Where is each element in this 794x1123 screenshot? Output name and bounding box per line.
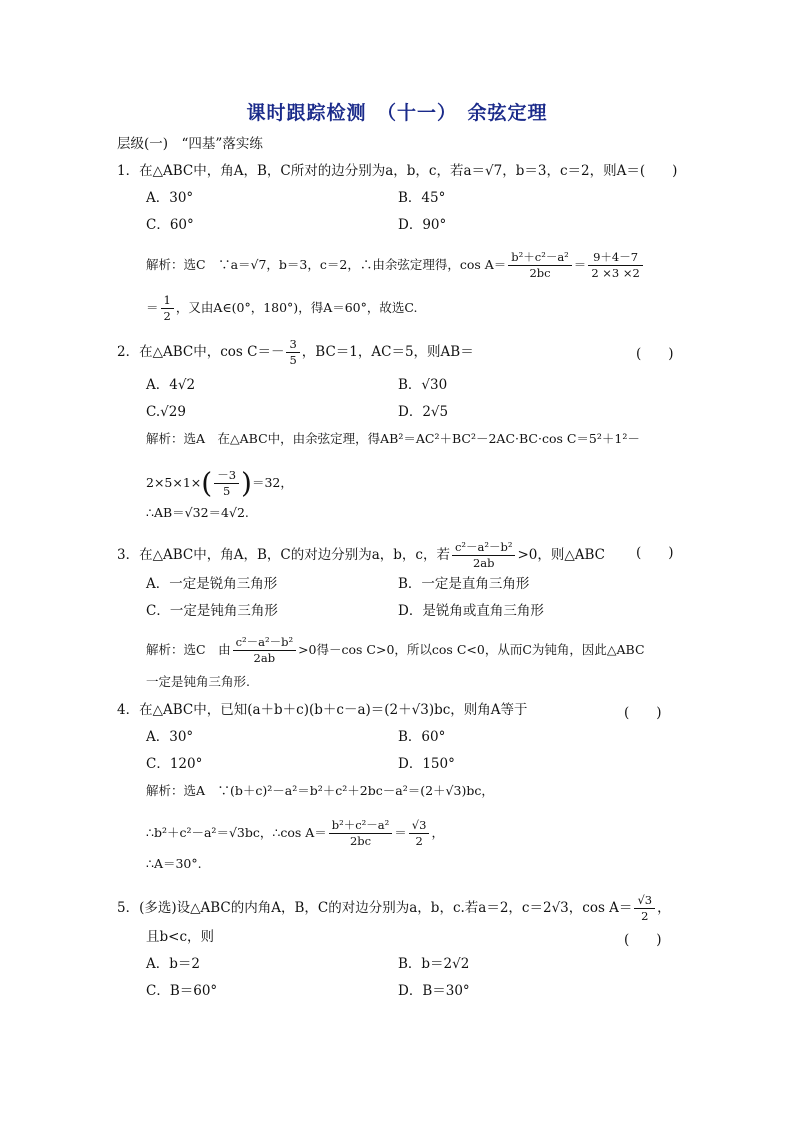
q3-option-d: D．是锐角或直角三角形 [398, 603, 544, 619]
q4-solution-line1: 解析：选A ∵(b＋c)²－a²＝b²＋c²＋2bc－a²＝(2＋√3)bc， [146, 783, 494, 798]
q5-answer-paren: ( ) [624, 932, 662, 948]
q1-fraction-1-denominator: 2bc [529, 266, 551, 280]
q2-stem-fraction-denominator: 5 [289, 353, 297, 367]
q4-option-a: A．30° [146, 729, 194, 745]
q5-option-a: A．b＝2 [146, 956, 200, 972]
q4-solution-fraction-1-denominator: 2bc [349, 834, 372, 848]
q4-solution-line2 [146, 818, 444, 849]
q4-option-c: C．120° [146, 756, 203, 772]
q1-fraction-1 [508, 250, 572, 281]
q4-solution-fraction-2-numerator: √3 [409, 818, 430, 834]
q1-option-d: D．90° [398, 217, 447, 233]
q2-option-d: D．2√5 [398, 404, 449, 420]
q5-stem-line2: 且b<c，则 [146, 929, 215, 945]
question-5-stem [117, 893, 671, 924]
q2-option-c: C.√29 [146, 404, 186, 420]
q1-fraction-3-denominator: 2 [163, 309, 171, 323]
section-heading: 层级(一) “四基”落实练 [117, 136, 263, 152]
q4-solution-fraction-1-numerator: b²＋c²－a² [329, 818, 393, 834]
q4-solution-fraction-1 [329, 818, 393, 849]
q3-solution-intro: 解析：选C 由 [146, 642, 231, 657]
question-3-stem [117, 540, 605, 571]
q1-solution-line1 [146, 250, 645, 281]
q5-stem-fraction-denominator: 2 [641, 909, 649, 923]
q2-solution-line2 [146, 468, 293, 499]
q2-solution-fraction-denominator: 5 [222, 484, 231, 498]
q4-solution-fraction-2-denominator: 2 [415, 834, 423, 848]
q3-option-c: C．一定是钝角三角形 [146, 603, 278, 619]
q2-solution-line3: ∴AB＝√32＝4√2. [146, 505, 249, 520]
q3-answer-paren: ( ) [636, 545, 674, 561]
q2-solution-fraction-numerator: －3 [214, 468, 239, 484]
q2-left-paren: ( [201, 466, 213, 500]
q3-stem-fraction-numerator: c²－a²－b² [452, 540, 516, 556]
q3-stem-part2: >0，则△ABC [517, 547, 606, 563]
q4-solution-fraction-2 [409, 818, 430, 849]
page-title: 课时跟踪检测 （十一） 余弦定理 [246, 102, 548, 124]
q4-option-b: B．60° [398, 729, 446, 745]
q2-stem-fraction [286, 337, 299, 368]
q2-solution-product: 2×5×1× [146, 475, 202, 490]
q3-solution-reasoning: >0得－cos C>0，所以cos C<0，从而C为钝角，因此△ABC [298, 642, 645, 657]
q4-equals: ＝ [394, 825, 407, 840]
q5-stem-comma: ， [657, 900, 671, 916]
q4-option-d: D．150° [398, 756, 455, 772]
q3-stem-fraction [452, 540, 516, 571]
q4-answer-paren: ( ) [624, 705, 662, 721]
q3-stem-part1: 3．在△ABC中，角A，B，C的对边分别为a，b，c，若 [117, 547, 450, 563]
q1-fraction-2-denominator: 2 ×3 ×2 [591, 266, 640, 280]
q1-equals-2: ＝ [146, 300, 159, 315]
q5-stem-fraction [634, 893, 655, 924]
question-4-stem: 4．在△ABC中，已知(a＋b＋c)(b＋c－a)＝(2＋√3)bc，则角A等于 [117, 702, 528, 718]
q4-solution-step: ∴b²＋c²－a²＝√3bc，∴cos A＝ [146, 825, 327, 840]
q3-solution-line2: 一定是钝角三角形. [146, 674, 250, 689]
q3-solution-fraction-denominator: 2ab [253, 651, 276, 665]
q2-option-a: A．4√2 [146, 377, 196, 393]
q3-option-b: B．一定是直角三角形 [398, 576, 530, 592]
q1-option-c: C．60° [146, 217, 194, 233]
q4-solution-line3: ∴A＝30°. [146, 856, 202, 871]
q2-solution-line1: 解析：选A 在△ABC中，由余弦定理，得AB²＝AC²＋BC²－2AC·BC·cos C＝5²＋1²－ [146, 431, 640, 446]
q2-stem-part2: ，BC＝1，AC＝5，则AB＝ [301, 344, 474, 360]
q3-solution-fraction [233, 635, 297, 666]
q1-fraction-3-numerator: 1 [161, 293, 174, 309]
q1-fraction-3 [161, 293, 174, 324]
q3-solution-line1 [146, 635, 645, 666]
q1-solution-text: 解析：选C ∵a＝√7，b＝3，c＝2，∴由余弦定理得，cos A＝ [146, 257, 507, 272]
q5-option-b: B．b＝2√2 [398, 956, 470, 972]
question-2-stem [117, 337, 474, 368]
q2-answer-paren: ( ) [636, 346, 674, 362]
q3-option-a: A．一定是锐角三角形 [146, 576, 278, 592]
q1-solution-conclusion: ，又由A∈(0°，180°)，得A＝60°，故选C. [175, 300, 418, 315]
q5-stem-fraction-numerator: √3 [634, 893, 655, 909]
q2-solution-fraction [214, 468, 239, 499]
q1-solution-line2 [146, 293, 417, 324]
q1-option-b: B．45° [398, 190, 446, 206]
q3-stem-fraction-denominator: 2ab [472, 556, 495, 570]
q1-fraction-1-numerator: b²＋c²－a² [508, 250, 572, 266]
q4-comma: ， [431, 825, 444, 840]
q1-fraction-2-numerator: 9＋4－7 [588, 250, 643, 266]
question-1-stem: 1．在△ABC中，角A，B，C所对的边分别为a，b，c，若a＝√7，b＝3，c＝2，则A＝( ) [117, 163, 678, 179]
q1-fraction-2 [588, 250, 643, 281]
q5-stem-part1: 5．(多选)设△ABC的内角A，B，C的对边分别为a，b，c.若a＝2，c＝2√3，cos A＝ [117, 900, 633, 916]
q5-option-c: C．B＝60° [146, 983, 218, 999]
q2-stem-fraction-numerator: 3 [286, 337, 299, 353]
q2-solution-result: ＝32， [251, 475, 293, 490]
q3-solution-fraction-numerator: c²－a²－b² [233, 635, 297, 651]
q2-stem-part1: 2．在△ABC中，cos C＝－ [117, 344, 285, 360]
q2-option-b: B．√30 [398, 377, 448, 393]
q1-equals: ＝ [573, 257, 587, 272]
q5-option-d: D．B＝30° [398, 983, 470, 999]
q1-option-a: A．30° [146, 190, 194, 206]
q2-right-paren: ) [241, 466, 252, 500]
